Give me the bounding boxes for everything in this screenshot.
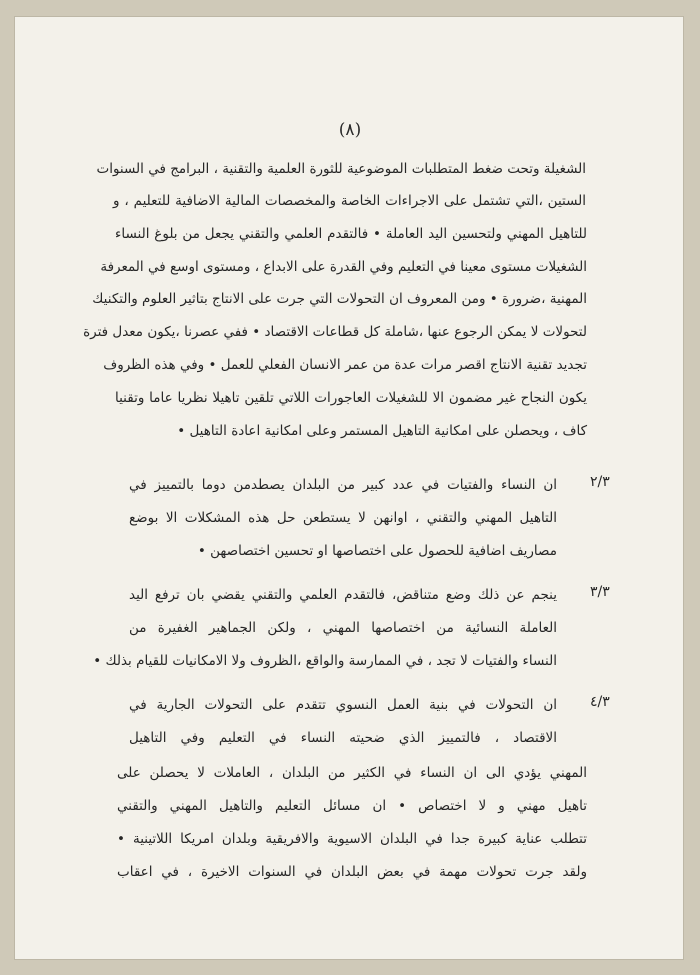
section-2-line-3: مصاريف اضافية للحصول على اختصاصها او تحسين اختصاصهن • — [197, 543, 557, 559]
section-4-line-5: تتطلب عناية كبيرة جدا في البلدان الاسيوية والافريقية وبلدان امريكا اللاتينية • — [117, 831, 587, 847]
section-4-line-4: تاهيل مهني و لا اختصاص • ان مسائل التعليم والتاهيل المهني والتقني — [117, 798, 587, 814]
section-3-line-1: ينجم عن ذلك وضع متناقض، فالتقدم العلمي والتقني يقضي بان ترفع اليد — [129, 587, 557, 603]
section-3-number: ٣/٣ — [590, 584, 610, 600]
section-2-line-1: ان النساء والفتيات في عدد كبير من البلدان يصطدمن دوما بالتمييز في — [129, 477, 557, 493]
paragraph-1-line-2: الستين ،التي تشتمل على الاجراءات الخاصة والمخصصات المالية الاضافية للتعليم ، و — [113, 193, 586, 209]
section-4-line-2: الاقتصاد ، فالتمييز الذي ضحيته النساء في التعليم وفي التاهيل — [129, 730, 557, 746]
page-number: (٨) — [338, 120, 362, 140]
paragraph-1-line-1: الشغيلة وتحت ضغط المتطلبات الموضوعية للثورة العلمية والتقنية ، البرامج في السنوات — [96, 161, 586, 177]
paragraph-1-line-7: تجديد تقنية الانتاج اقصر مرات عدة من عمر الانسان الفعلي للعمل • وفي هذه الظروف — [103, 357, 587, 373]
paragraph-1-line-9: كاف ، ويحصلن على امكانية التاهيل المستمر وعلى امكانية اعادة التاهيل • — [177, 423, 587, 439]
paragraph-1-line-4: الشغيلات مستوى معينا في التعليم وفي القدرة على الابداع ، ومستوى اوسع في المعرفة — [100, 259, 587, 275]
paragraph-1-line-5: المهنية ،ضرورة • ومن المعروف ان التحولات التي جرت على الانتاج بتاثير العلوم والتكنيك — [92, 291, 587, 307]
section-4-number: ٤/٣ — [590, 694, 610, 710]
section-2-line-2: التاهيل المهني والتقني ، اوانهن لا يستطعن حل هذه المشكلات الا بوضع — [129, 510, 557, 526]
section-3-line-3: النساء والفتيات لا تجد ، في الممارسة والواقع ،الظروف ولا الامكانيات للقيام بذلك • — [93, 653, 557, 669]
section-4-line-6: ولقد جرت تحولات مهمة في بعض البلدان في السنوات الاخيرة ، في اعقاب — [117, 864, 587, 880]
paragraph-1-line-6: لتحولات لا يمكن الرجوع عنها ،شاملة كل قطاعات الاقتصاد • ففي عصرنا ،يكون معدل فترة — [83, 324, 587, 340]
section-2-number: ٢/٣ — [590, 474, 610, 490]
section-4-line-3: المهني يؤدي الى ان النساء في الكثير من البلدان ، العاملات لا يحصلن على — [117, 765, 587, 781]
paragraph-1-line-8: يكون النجاح غير مضمون الا للشغيلات العاجورات اللاتي تلقين تاهيلا نظريا عاما وتقنيا — [115, 390, 587, 406]
section-4-line-1: ان التحولات في بنية العمل النسوي تتقدم على التحولات الجارية في — [129, 697, 557, 713]
section-3-line-2: العاملة النسائية من اختصاصها المهني ، ولكن الجماهير الغفيرة من — [129, 620, 557, 636]
paragraph-1-line-3: للتاهيل المهني ولتحسين اليد العاملة • فالتقدم العلمي والتقني يجعل من بلوغ النساء — [115, 226, 587, 242]
